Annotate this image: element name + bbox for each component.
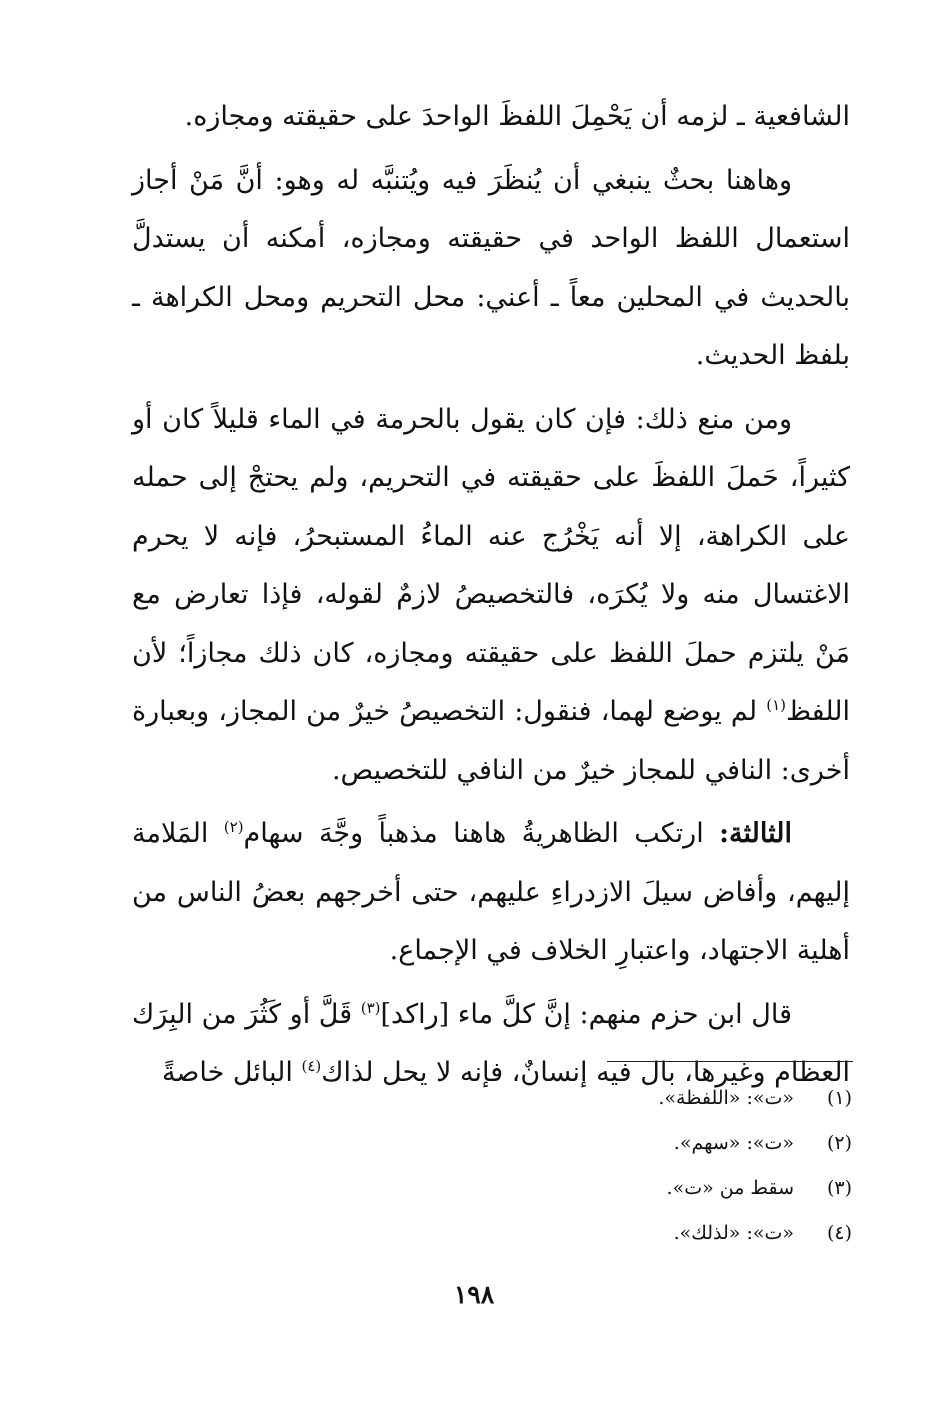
paragraph-text: المَلامة إليهم، وأفاض سيلَ الازدراءِ عليهم، حتى أخرجهم بعضُ الناس من أهلية الاجتهاد، واعتبارِ الخلاف في الإجماع. xyxy=(132,818,850,966)
footnote-number: (١) xyxy=(826,1087,852,1109)
footnote-number: (٤) xyxy=(826,1222,852,1244)
page-number: ١٩٨ xyxy=(453,1280,495,1309)
footnote xyxy=(400,1166,852,1211)
paragraph-text: وهاهنا بحثٌ ينبغي أن يُنظَرَ فيه ويُتنبَّه له وهو: أنَّ مَنْ أجاز استعمال اللفظ الواحد في حقيقته ومجازه، أمكنه أن يستدلَّ بالحديث في المحلين معاً ـ أعني: محل التحريم ومحل الكراهة ـ بلفظ الحديث. xyxy=(132,164,850,371)
paragraph-text: ارتكب الظاهريةُ هاهنا مذهباً وجَّهَ سهام xyxy=(243,818,720,849)
footnote-number: (٣) xyxy=(826,1177,852,1199)
paragraph xyxy=(132,152,850,386)
footnote xyxy=(400,1121,852,1166)
footnote-text: «ت»: «سهم». xyxy=(673,1132,794,1154)
paragraph xyxy=(132,391,850,801)
footnote-text: سقط من «ت». xyxy=(666,1177,794,1199)
footnote-marker: (١) xyxy=(766,696,787,714)
paragraph-text: الشافعية ـ لزمه أن يَحْمِلَ اللفظَ الواحدَ على حقيقته ومجازه. xyxy=(184,101,850,132)
footnote-separator xyxy=(607,1061,853,1062)
paragraph-text: لم يوضع لهما، فنقول: التخصيصُ خيرٌ من المجاز، وبعبارة أخرى: النافي للمجاز خيرٌ من النافي للتخصيص. xyxy=(132,696,850,786)
footnote-marker: (٢) xyxy=(223,818,244,836)
footnote-marker: (٤) xyxy=(301,1057,322,1075)
footnote-number: (٢) xyxy=(826,1132,852,1154)
footnote xyxy=(400,1076,852,1121)
footnote-marker: (٣) xyxy=(360,998,381,1017)
paragraph xyxy=(132,805,850,981)
section-lead: الثالثة: xyxy=(719,818,792,849)
footnotes xyxy=(400,1076,852,1256)
footnote-text: «ت»: «اللفظة». xyxy=(658,1087,794,1109)
footnote-text: «ت»: «لذلك». xyxy=(673,1222,794,1244)
paragraph-text: البائل خاصةً xyxy=(161,1057,302,1088)
paragraph xyxy=(132,88,850,147)
paragraph-text: قَلَّ أو كَثُرَ من البِرَك العظام وغيرها، بال فيه إنسانٌ، فإنه لا يحل لذاك xyxy=(131,998,850,1088)
paragraph-text: قال ابن حزم منهم: إنَّ كلَّ ماء [راكد] xyxy=(380,998,792,1030)
paragraph-text: ومن منع ذلك: فإن كان يقول بالحرمة في الماء قليلاً كان أو كثيراً، حَملَ اللفظَ على حقيقته في التحريم، ولم يحتجْ إلى حمله على الكراهة، إلا أنه يَخْرُج عنه الماءُ المستبحرُ، فإنه لا يحرم الاغتسال منه ولا يُكرَه، فالتخصيصُ لازمٌ لقوله، فإذا تعارض مع مَنْ يلتزم حملَ اللفظ على حقيقته ومجازه، كان ذلك مجازاً؛ لأن اللفظ xyxy=(132,403,850,727)
footnote xyxy=(400,1211,852,1256)
main-text xyxy=(132,88,850,1103)
